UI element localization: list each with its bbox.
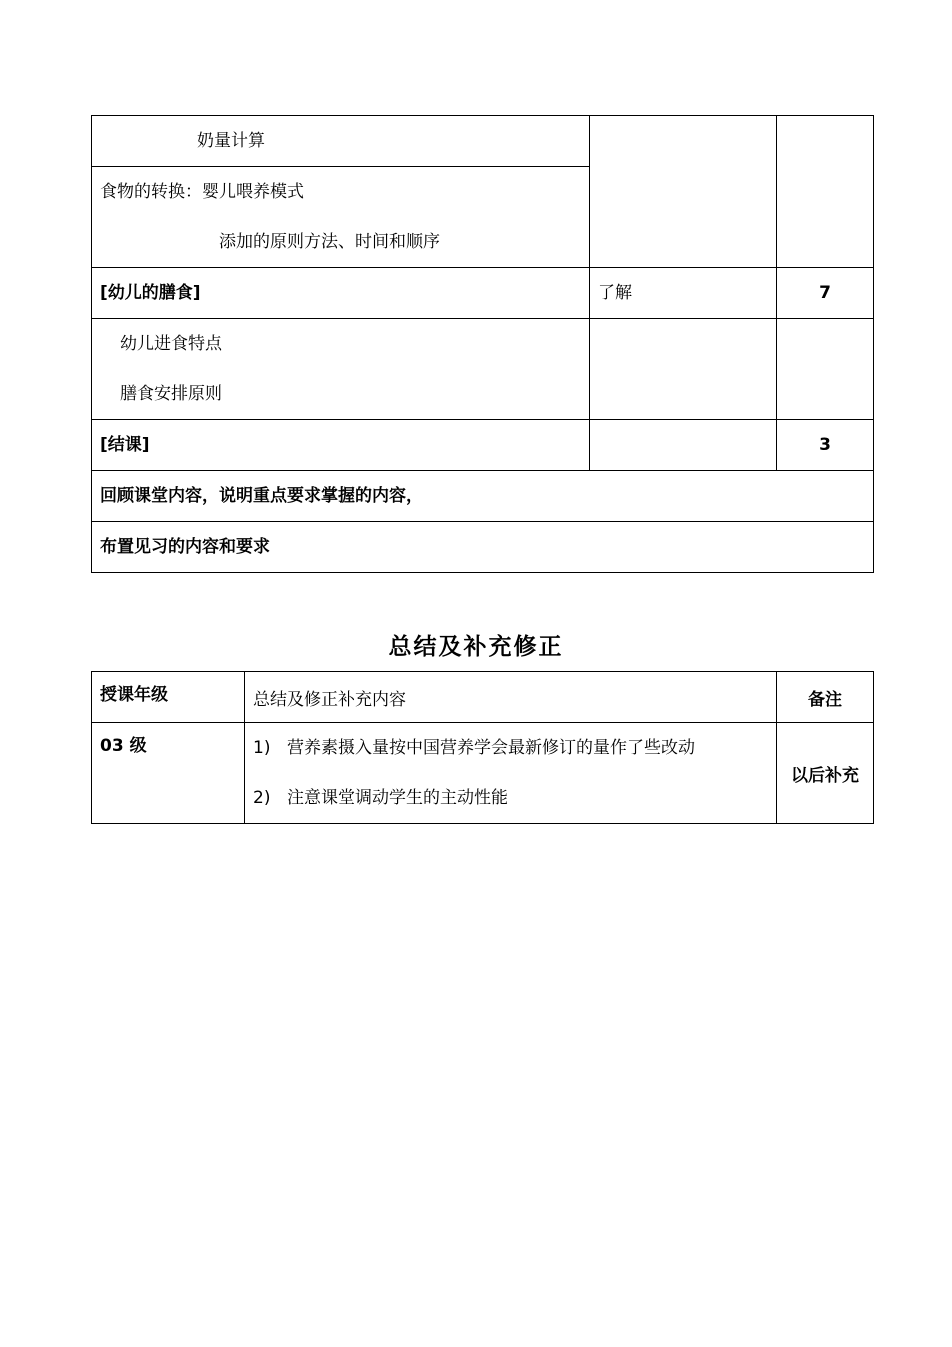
grade-value: 03 级 [92,723,245,824]
list-item [253,723,768,773]
section-title-toddler-diet: [幼儿的膳食] [92,268,590,319]
assignment-row: 布置见习的内容和要求 [92,522,874,573]
table-row [92,319,874,370]
review-row: 回顾课堂内容，说明重点要求掌握的内容， [92,471,874,522]
requirement-cell [590,319,777,420]
outline-line-eating-features: 幼儿进食特点 [92,319,590,370]
outline-line-adding-principles: 添加的原则方法、时间和顺序 [92,217,590,268]
requirement-value: 了解 [590,268,777,319]
table-row [92,268,874,319]
note-value: 以后补充 [777,723,874,824]
item-text: 营养素摄入量按中国营养学会最新修订的量作了些改动 [287,738,695,758]
table-row [92,420,874,471]
item-number: 1) [253,738,271,758]
minutes-cell [777,116,874,268]
summary-items [245,723,777,824]
table-row [92,471,874,522]
minutes-value: 3 [777,420,874,471]
minutes-cell [777,319,874,420]
header-note: 备注 [777,672,874,723]
section-title-conclusion: [结课] [92,420,590,471]
item-number: 2) [253,788,271,808]
list-item [253,773,768,823]
summary-title: 总结及补充修正 [388,634,564,660]
requirement-cell [590,116,777,268]
outline-line-meal-principles: 膳食安排原则 [92,369,590,420]
header-grade: 授课年级 [92,672,245,723]
outline-line-food-transition: 食物的转换：婴儿喂养模式 [92,167,590,218]
lesson-outline-table [91,115,874,573]
header-content: 总结及修正补充内容 [245,672,777,723]
table-row [92,672,874,723]
table-row [92,723,874,824]
outline-line-milk-calc: 奶量计算 [92,116,590,167]
item-text: 注意课堂调动学生的主动性能 [287,788,508,808]
minutes-value: 7 [777,268,874,319]
requirement-value [590,420,777,471]
table-row [92,116,874,167]
table-row [92,522,874,573]
summary-table [91,671,874,824]
